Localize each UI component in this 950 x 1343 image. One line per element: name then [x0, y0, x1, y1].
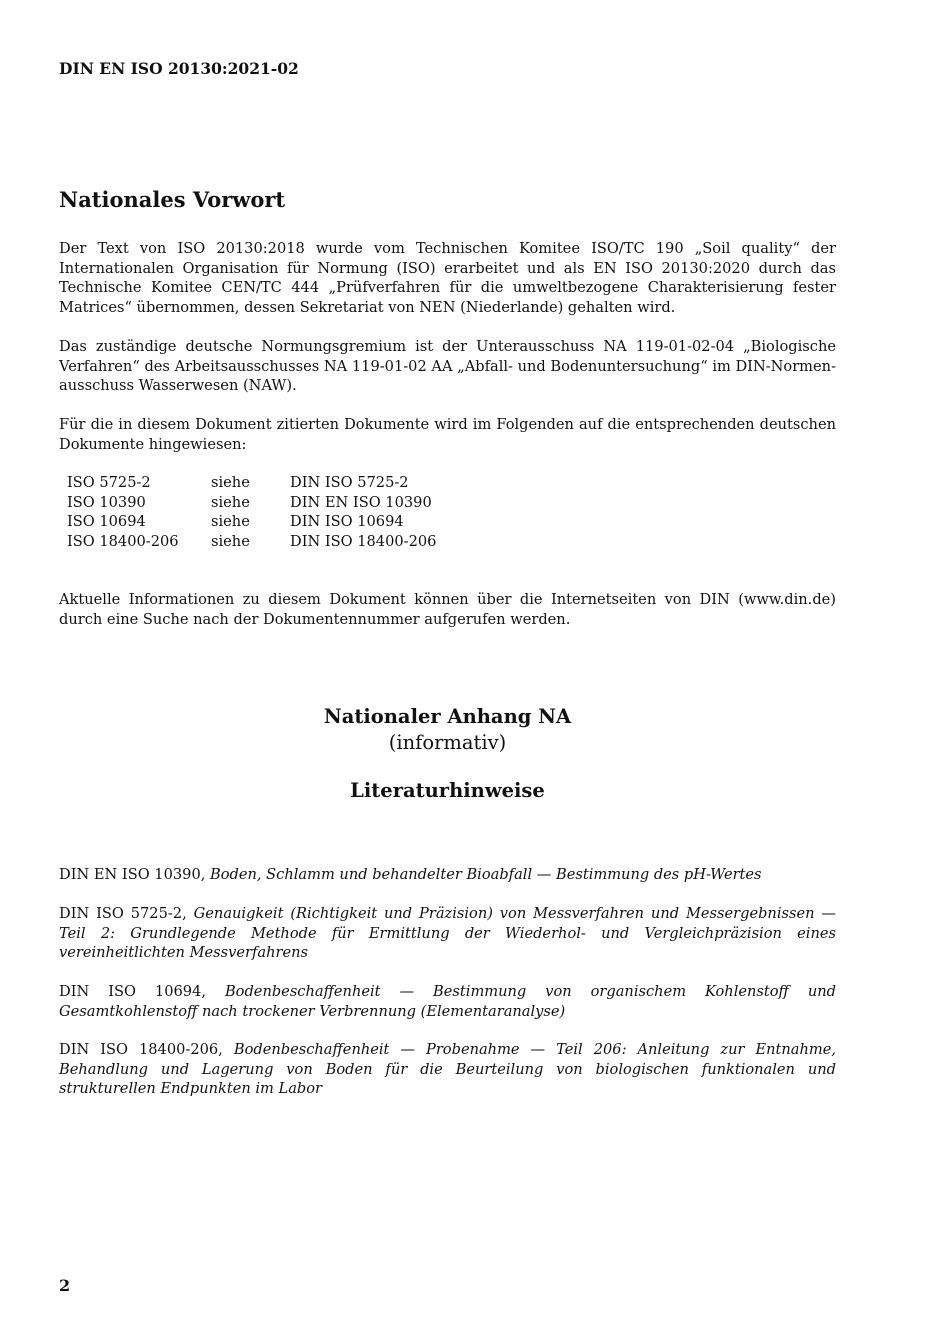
- siehe-label: siehe: [211, 493, 250, 511]
- bibliography-title: Literaturhinweise: [350, 779, 545, 802]
- iso-reference: ISO 5725-2: [67, 474, 151, 491]
- literature-ref: DIN ISO 10694,: [59, 983, 206, 1000]
- literature-title: Genauigkeit (Richtigkeit und Präzision) von Messverfahren und Messergebnissen — Teil 2: Grundlegende Methode für Ermittlung der Wiederhol- und Vergleichpräzision eines vereinheitlichten Messverfahrens: [59, 905, 836, 962]
- document-page: [59, 0, 836, 1343]
- literature-entry: [59, 904, 836, 963]
- din-reference: DIN EN ISO 10390: [290, 493, 432, 511]
- document-id-header: DIN EN ISO 20130:2021-02: [59, 59, 299, 78]
- table-row: [67, 473, 436, 493]
- iso-reference: ISO 10694: [67, 513, 146, 531]
- vorwort-paragraph: Der Text von ISO 20130:2018 wurde vom Technischen Komitee ISO/TC 190 „Soil quality“ der Internationalen Organisation für Normung (ISO) erarbeitet und als EN ISO 20130:2020 durch das Technische Komitee CEN/TC 444 „Prüfverfahren für die umweltbezogene Charakterisierung fester Matrices“ übernommen, dessen Sekretariat von NEN (Niederlande) gehalten wird.: [59, 240, 836, 316]
- table-row: [67, 532, 436, 552]
- literature-ref: DIN ISO 18400-206,: [59, 1041, 223, 1058]
- table-row: [67, 493, 436, 513]
- table-row: [67, 512, 436, 532]
- reference-correspondence-table: [67, 473, 436, 551]
- literature-title: Boden, Schlamm und behandelter Bioabfall — Bestimmung des pH-Wertes: [210, 866, 762, 883]
- vorwort-paragraph: Für die in diesem Dokument zitierten Dokumente wird im Folgenden auf die entsprechenden deutschen Dokumente hingewiesen:: [59, 416, 836, 453]
- literature-entry: [59, 865, 836, 885]
- siehe-label: siehe: [211, 513, 250, 531]
- iso-reference: ISO 10390: [67, 493, 146, 511]
- literature-entry: [59, 1040, 836, 1099]
- literature-ref: DIN ISO 5725-2,: [59, 905, 187, 922]
- siehe-label: siehe: [211, 532, 250, 550]
- literature-ref: DIN EN ISO 10390,: [59, 866, 206, 883]
- din-reference: DIN ISO 10694: [290, 513, 404, 531]
- literature-entry: [59, 982, 836, 1021]
- section-title-vorwort: Nationales Vorwort: [59, 187, 286, 212]
- page-number: 2: [59, 1276, 71, 1295]
- vorwort-paragraph: Das zuständige deutsche Normungsgremium ist der Unterausschuss NA 119-01-02-04 „Biologische Verfahren“ des Arbeitsausschusses NA 119-01-02 AA „Abfall- und Bodenuntersuchung“ im DIN-Normenausschuss Wasserwesen (NAW).: [59, 338, 836, 395]
- din-reference: DIN ISO 18400-206: [290, 532, 437, 550]
- iso-reference: ISO 18400-206: [67, 532, 179, 550]
- vorwort-paragraph: Aktuelle Informationen zu diesem Dokument können über die Internetseiten von DIN (www.din.de) durch eine Suche nach der Dokumentennummer aufgerufen werden.: [59, 591, 836, 628]
- literature-title: Bodenbeschaffenheit — Bestimmung von organischem Kohlenstoff und Gesamtkohlenstoff nach trockener Verbrennung (Elementaranalyse): [59, 983, 836, 1020]
- annex-title: Nationaler Anhang NA: [323, 705, 572, 728]
- annex-subtitle: (informativ): [388, 731, 507, 754]
- din-reference: DIN ISO 5725-2: [290, 474, 409, 491]
- literature-title: Bodenbeschaffenheit — Probenahme — Teil 206: Anleitung zur Entnahme, Behandlung und Lagerung von Boden für die Beurteilung von biologischen funktionalen und strukturellen Endpunkten im Labor: [59, 1041, 837, 1098]
- siehe-label: siehe: [211, 474, 250, 491]
